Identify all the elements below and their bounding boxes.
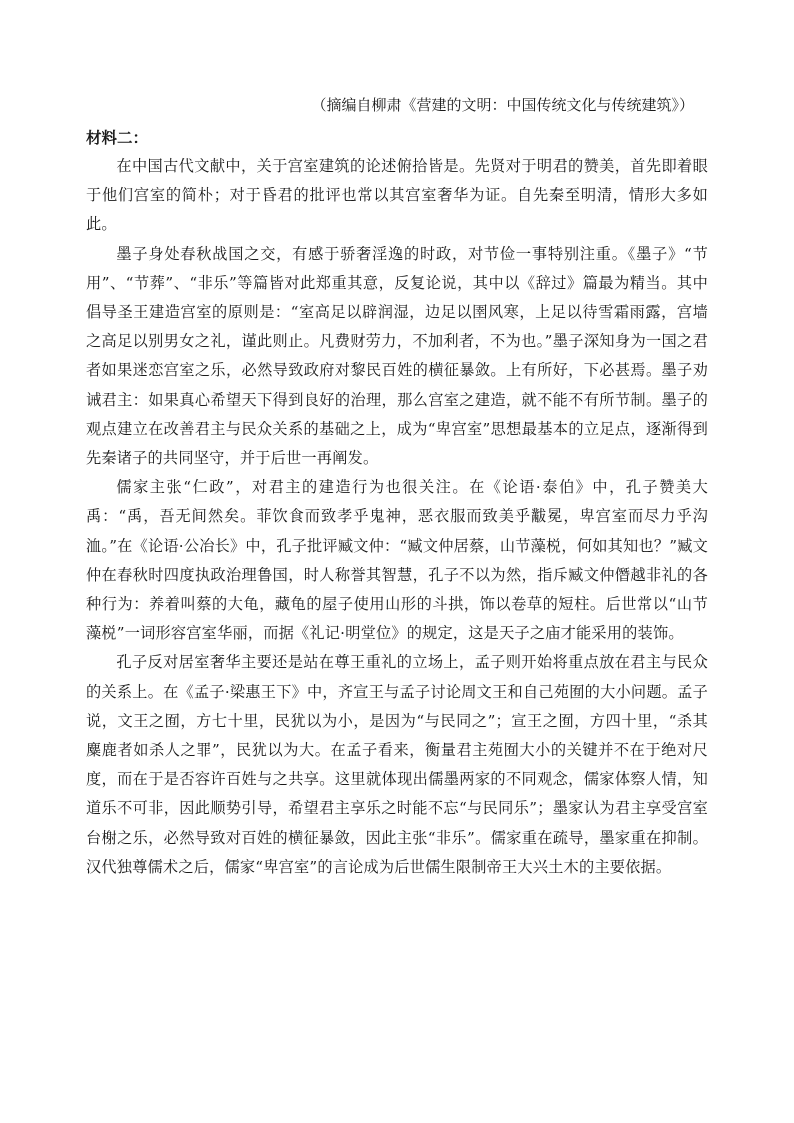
source-citation: （摘编自柳肃《营建的文明：中国传统文化与传统建筑》） — [311, 96, 694, 114]
body-text — [86, 152, 708, 882]
paragraph-1: 在中国古代文献中，关于宫室建筑的论述俯拾皆是。先贤对于明君的赞美，首先即着眼于他们宫室的简朴；对于昏君的批评也常以其宫室奢华为证。自先秦至明清，情形大多如此。 — [86, 157, 708, 234]
paragraph-3: 儒家主张“仁政”，对君主的建造行为也很关注。在《论语·泰伯》中，孔子赞美大禹：“禹，吾无间然矣。菲饮食而致孝乎鬼神，恶衣服而致美乎黻冕，卑宫室而尽力乎沟洫。”在《论语·公冶长》中，孔子批评臧文仲：“臧文仲居蔡，山节藻棁，何如其知也？”臧文仲在春秋时四度执政治理鲁国，时人称誉其智慧，孔子不以为然，指斥臧文仲僭越非礼的各种行为：养着叫蔡的大龟，藏龟的屋子使用山形的斗拱，饰以卷草的短柱。后世常以“山节藻棁”一词形容宫室华丽，而据《礼记·明堂位》的规定，这是天子之庙才能采用的装饰。 — [86, 478, 708, 643]
paragraph-2: 墨子身处春秋战国之交，有感于骄奢淫逸的时政，对节俭一事特别注重。《墨子》“节用”、“节葬”、“非乐”等篇皆对此郑重其意，反复论说，其中以《辞过》篇最为精当。其中倡导圣王建造宫室的原则是：“室高足以辟润湿，边足以圉风寒，上足以待雪霜雨露，宫墙之高足以别男女之礼，谨此则止。凡费财劳力，不加利者，不为也。”墨子深知身为一国之君者如果迷恋宫室之乐，必然导致政府对黎民百姓的横征暴敛。上有所好，下必甚焉。墨子劝诫君主：如果真心希望天下得到良好的治理，那么宫室之建造，就不能不有所节制。墨子的观点建立在改善君主与民众关系的基础之上，成为“卑宫室”思想最基本的立足点，逐渐得到先秦诸子的共同坚守，并于后世一再阐发。 — [86, 244, 708, 468]
section-label: 材料二： — [86, 128, 149, 147]
paragraph-4: 孔子反对居室奢华主要还是站在尊王重礼的立场上，孟子则开始将重点放在君主与民众的关系上。在《孟子·梁惠王下》中，齐宣王与孟子讨论周文王和自己苑囿的大小问题。孟子说，文王之囿，方七十里，民犹以为小，是因为“与民同之”；宣王之囿，方四十里，“杀其麋鹿者如杀人之罪”，民犹以为大。在孟子看来，衡量君主苑囿大小的关键并不在于绝对尺度，而在于是否容许百姓与之共享。这里就体现出儒墨两家的不同观念，儒家体察人情，知道乐不可非，因此顺势引导，希望君主享乐之时能不忘“与民同乐”；墨家认为君主享受宫室台榭之乐，必然导致对百姓的横征暴敛，因此主张“非乐”。儒家重在疏导，墨家重在抑制。汉代独尊儒术之后，儒家“卑宫室”的言论成为后世儒生限制帝王大兴土木的主要依据。 — [86, 653, 708, 876]
